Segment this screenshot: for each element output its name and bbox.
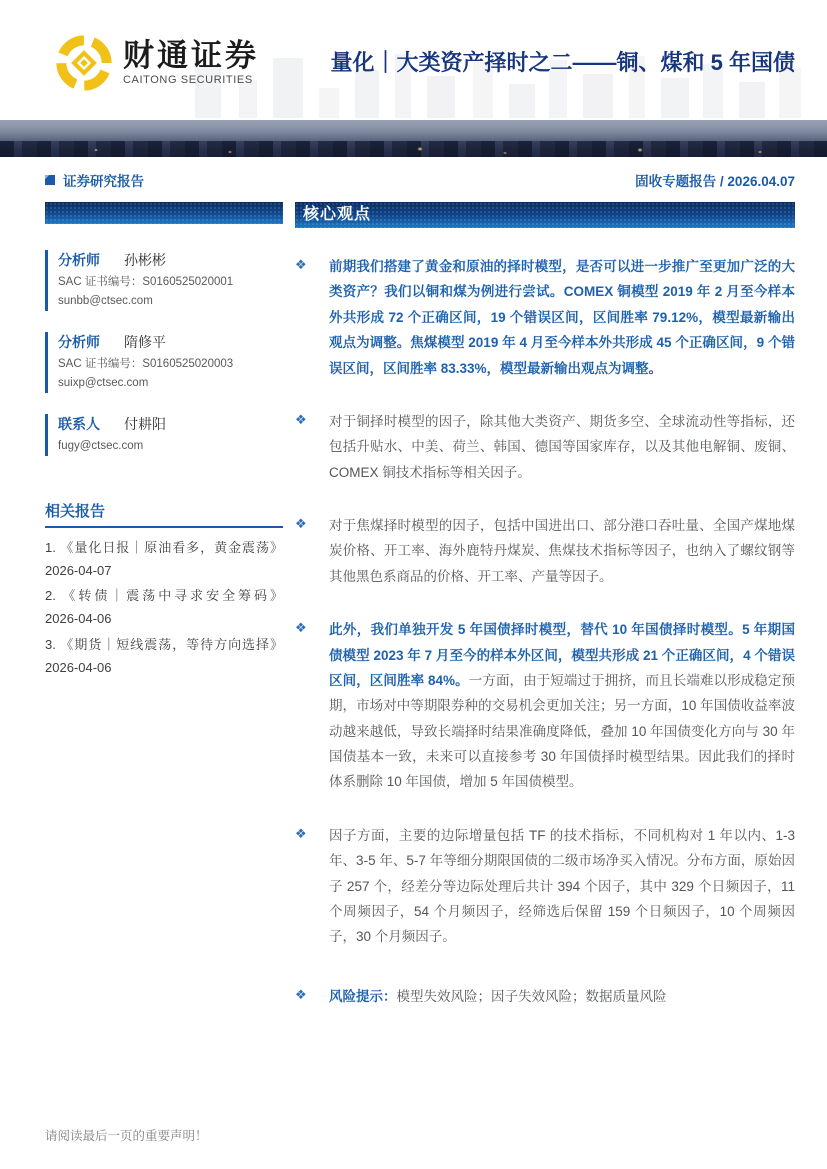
bullet-text [329, 823, 795, 950]
analyst-card [45, 332, 283, 393]
analyst-role-row [58, 414, 283, 434]
report-square-icon [45, 175, 55, 185]
bullet-text [329, 513, 795, 589]
bullet-diamond-icon: ❖ [295, 516, 307, 531]
core-views-bullets [295, 254, 795, 1009]
related-report-date: 2026-04-06 [45, 659, 112, 675]
related-reports-title: 相关报告 [45, 500, 283, 528]
analyst-email: suixp@ctsec.com [58, 376, 149, 389]
core-views-header [295, 202, 795, 228]
related-report-item [45, 537, 283, 583]
core-view-bullet [295, 513, 795, 589]
bullet-text-regular: 对于铜择时模型的因子，除其他大类资产、期货多空、全球流动性等指标，还包括升贴水、中美、荷兰、韩国、德国等国家库存，以及其他电解铜、废铜、COMEX 铜技术指标等相关因子。 [329, 413, 795, 480]
core-view-bullet [295, 617, 795, 795]
bullet-diamond-icon: ❖ [295, 986, 307, 1002]
analyst-name: 付耕阳 [124, 415, 166, 432]
related-report-date: 2026-04-07 [45, 562, 112, 578]
analyst-cert-number: SAC 证书编号：S0160525020003 [58, 357, 234, 370]
related-report-title: 3. 《期货｜短线震荡，等待方向选择》 [45, 636, 283, 652]
brand-name-cn: 财通证券 [123, 37, 259, 73]
analyst-role-row [58, 250, 283, 270]
analyst-email: sunbb@ctsec.com [58, 294, 153, 307]
analyst-sidebar [45, 202, 283, 682]
bullet-diamond-icon: ❖ [295, 257, 307, 272]
meta-row [0, 157, 827, 190]
core-view-bullet [295, 823, 795, 950]
sidebar-accent-bar [45, 202, 283, 224]
report-title: 量化｜大类资产择时之二——铜、煤和 5 年国债 [330, 50, 795, 75]
report-date: 2026.04.07 [727, 174, 795, 189]
bullet-diamond-icon: ❖ [295, 411, 307, 427]
core-views-section [295, 202, 795, 1037]
bullet-text [329, 984, 795, 1009]
report-category-label: 证券研究报告 [63, 174, 144, 189]
related-reports [45, 500, 283, 680]
footer-disclaimer: 请阅读最后一页的重要声明！ [45, 1129, 208, 1143]
related-report-title: 2. 《转债｜震荡中寻求安全筹码》 [45, 588, 283, 604]
analyst-role-label: 联系人 [58, 415, 100, 432]
bullet-text-emphasis: 此外，我们单独开发 5 年国债择时模型，替代 10 年国债择时模型。5 年期国债模型 2023 年 7 月至今的样本外区间，模型共形成 21 个正确区间，4 个错误区间，区间胜率 84%。 [329, 622, 795, 688]
related-report-item [45, 634, 283, 680]
bullet-text-regular: 因子方面，主要的边际增量包括 TF 的技术指标，不同机构对 1 年以内、1-3 年、3-5 年、5-7 年等细分期限国债的二级市场净买入情况。分布方面，原始因子 257 个，经差分等边际处理后共计 394 个因子，其中 329 个日频因子，11 个周频因子，54 个月频因子，经筛选后保留 159 个日频因子，10 个周频因子，30 个月频因子。 [329, 827, 795, 945]
core-view-bullet [295, 409, 795, 485]
report-type-label: 固收专题报告 [635, 174, 717, 189]
bullet-text [329, 409, 795, 485]
analyst-role-label: 分析师 [58, 333, 100, 350]
analyst-cert-number: SAC 证书编号：S0160525020001 [58, 276, 234, 288]
analyst-role-label: 分析师 [58, 252, 100, 268]
caitong-emblem-icon [55, 34, 113, 92]
brand-name-en: CAITONG SECURITIES [123, 74, 253, 87]
bullet-text-regular: 对于焦煤择时模型的因子，包括中国进出口、部分港口吞吐量、全国产煤地煤炭价格、开工率、海外鹿特丹煤炭、焦煤技术指标等因子，也纳入了螺纹钢等其他黑色系商品的价格、开工率、产量等因子。 [329, 518, 795, 584]
content-columns [0, 190, 827, 1037]
report-type-date [635, 170, 795, 190]
analyst-name: 隋修平 [124, 333, 166, 350]
bullet-text-emphasis: 前期我们搭建了黄金和原油的择时模型，是否可以进一步推广至更加广泛的大类资产？我们以铜和煤为例进行尝试。COMEX 铜模型 2019 年 2 月至今样本外共形成 72 个正确区间，19 个错误区间，区间胜率 79.12%，模型最新输出观点为调整。焦煤模型 2019 年 4 月至今样本外共形成 45 个正确区间，9 个错误区间，区间胜率 83.33%，模型最新输出观点为调整。 [329, 259, 795, 376]
meta-separator: / [719, 174, 724, 189]
bullet-diamond-icon: ❖ [295, 620, 307, 636]
bullet-text [329, 254, 795, 381]
cityscape-banner [0, 120, 827, 157]
core-view-bullet [295, 254, 795, 381]
bullet-diamond-icon: ❖ [295, 825, 307, 841]
report-header [0, 0, 827, 120]
bullet-text [329, 617, 795, 795]
bullet-text-regular: 一方面，由于短端过于拥挤，而且长端难以形成稳定预期，市场对中等期限券种的交易机会更加关注；另一方面，10 年国债收益率波动越来越低，导致长端择时结果准确度降低，叠加 10 年国债变化方向与 30 年国债基本一致，未来可以直接参考 30 年国债择时模型结果。因此我们的择时体系删除 10 年国债，增加 5 年国债模型。 [329, 672, 795, 790]
bullet-text-regular: 模型失效风险；因子失效风险；数据质量风险 [396, 988, 667, 1004]
core-view-bullet [295, 984, 795, 1009]
core-views-title: 核心观点 [303, 206, 372, 223]
analyst-role-row [58, 332, 283, 352]
related-report-title: 1. 《量化日报｜原油看多，黄金震荡》 [45, 539, 283, 555]
analyst-card [45, 414, 283, 456]
analyst-list [45, 250, 283, 456]
related-report-date: 2026-04-06 [45, 611, 112, 627]
analyst-card [45, 250, 283, 311]
brand-logo [55, 34, 259, 92]
related-reports-list [45, 537, 283, 680]
bullet-text-emphasis: 风险提示： [329, 988, 397, 1004]
related-report-item [45, 585, 283, 631]
report-category [45, 170, 144, 190]
analyst-name: 孙彬彬 [124, 252, 166, 268]
analyst-email: fugy@ctsec.com [58, 439, 144, 452]
